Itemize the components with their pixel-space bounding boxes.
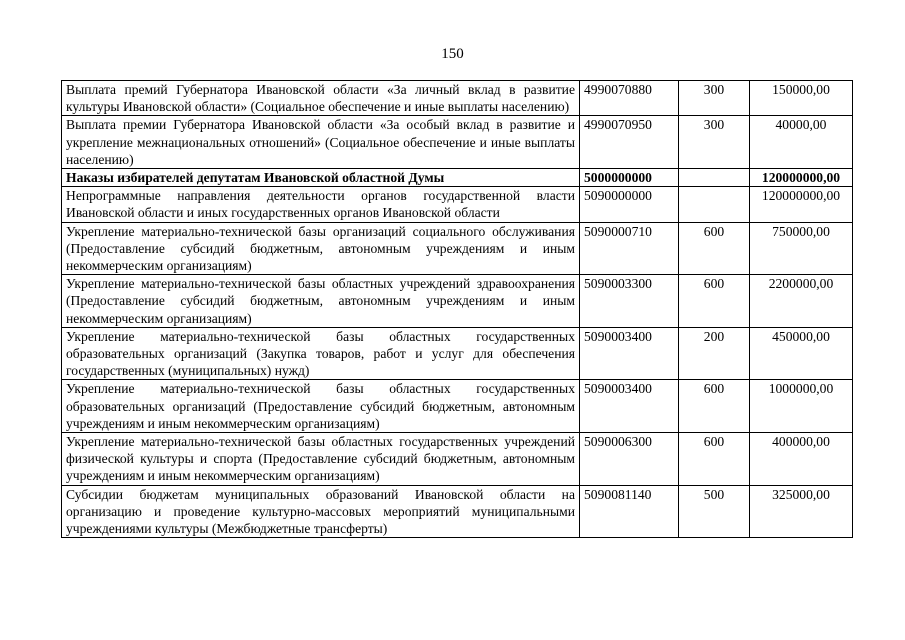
budget-table	[61, 80, 853, 538]
row-name-cell: Укрепление материально-технической базы областных учреждений здравоохранения (Предоставление субсидий бюджетным, автономным учреждениям и иным некоммерческим организациям)	[62, 275, 580, 328]
row-type-cell: 600	[679, 380, 750, 433]
row-name-cell: Укрепление материально-технической базы областных государственных учреждений физической культуры и спорта (Предоставление субсидий бюджетным, автономным учреждениям и иным некоммерческим организациям)	[62, 433, 580, 486]
row-name-cell: Непрограммные направления деятельности органов государственной власти Ивановской области и иных государственных органов Ивановской области	[62, 187, 580, 222]
row-name-cell: Наказы избирателей депутатам Ивановской областной Думы	[62, 169, 580, 187]
row-amount-cell: 2200000,00	[750, 275, 853, 328]
row-name-cell: Укрепление материально-технической базы областных государственных образовательных организаций (Закупка товаров, работ и услуг для обеспечения государственных (муниципальных) нужд)	[62, 327, 580, 380]
table-row	[62, 485, 853, 538]
row-code-cell: 5090003300	[580, 275, 679, 328]
table-row	[62, 327, 853, 380]
table-row	[62, 222, 853, 275]
row-amount-cell: 120000000,00	[750, 187, 853, 222]
row-type-cell: 200	[679, 327, 750, 380]
row-type-cell: 600	[679, 433, 750, 486]
row-name-cell: Выплата премий Губернатора Ивановской области «За личный вклад в развитие культуры Ивановской области» (Социальное обеспечение и иные выплаты населению)	[62, 81, 580, 116]
row-code-cell: 5090006300	[580, 433, 679, 486]
row-type-cell	[679, 187, 750, 222]
row-name-cell: Укрепление материально-технической базы организаций социального обслуживания (Предоставление субсидий бюджетным, автономным учреждениям и иным некоммерческим организациям)	[62, 222, 580, 275]
table-row	[62, 275, 853, 328]
row-type-cell: 300	[679, 81, 750, 116]
row-amount-cell: 1000000,00	[750, 380, 853, 433]
row-amount-cell: 325000,00	[750, 485, 853, 538]
row-amount-cell: 120000000,00	[750, 169, 853, 187]
table-row	[62, 81, 853, 116]
page-number: 150	[441, 46, 464, 62]
table-row	[62, 187, 853, 222]
row-code-cell: 5090000710	[580, 222, 679, 275]
table-row	[62, 116, 853, 169]
row-type-cell: 600	[679, 275, 750, 328]
row-type-cell	[679, 169, 750, 187]
row-amount-cell: 450000,00	[750, 327, 853, 380]
row-code-cell: 5000000000	[580, 169, 679, 187]
row-type-cell: 300	[679, 116, 750, 169]
row-code-cell: 4990070950	[580, 116, 679, 169]
table-row-section-header	[62, 169, 853, 187]
row-name-cell: Выплата премии Губернатора Ивановской области «За особый вклад в развитие и укрепление межнациональных отношений» (Социальное обеспечение и иные выплаты населению)	[62, 116, 580, 169]
row-code-cell: 4990070880	[580, 81, 679, 116]
row-amount-cell: 750000,00	[750, 222, 853, 275]
row-amount-cell: 40000,00	[750, 116, 853, 169]
table-row	[62, 433, 853, 486]
row-code-cell: 5090003400	[580, 380, 679, 433]
row-amount-cell: 400000,00	[750, 433, 853, 486]
table-row	[62, 380, 853, 433]
row-name-cell: Укрепление материально-технической базы областных государственных образовательных организаций (Предоставление субсидий бюджетным, автономным учреждениям и иным некоммерческим организациям)	[62, 380, 580, 433]
row-type-cell: 600	[679, 222, 750, 275]
row-type-cell: 500	[679, 485, 750, 538]
row-name-cell: Субсидии бюджетам муниципальных образований Ивановской области на организацию и проведение культурно-массовых мероприятий муниципальными учреждениями культуры (Межбюджетные трансферты)	[62, 485, 580, 538]
row-amount-cell: 150000,00	[750, 81, 853, 116]
row-code-cell: 5090081140	[580, 485, 679, 538]
row-code-cell: 5090000000	[580, 187, 679, 222]
row-code-cell: 5090003400	[580, 327, 679, 380]
